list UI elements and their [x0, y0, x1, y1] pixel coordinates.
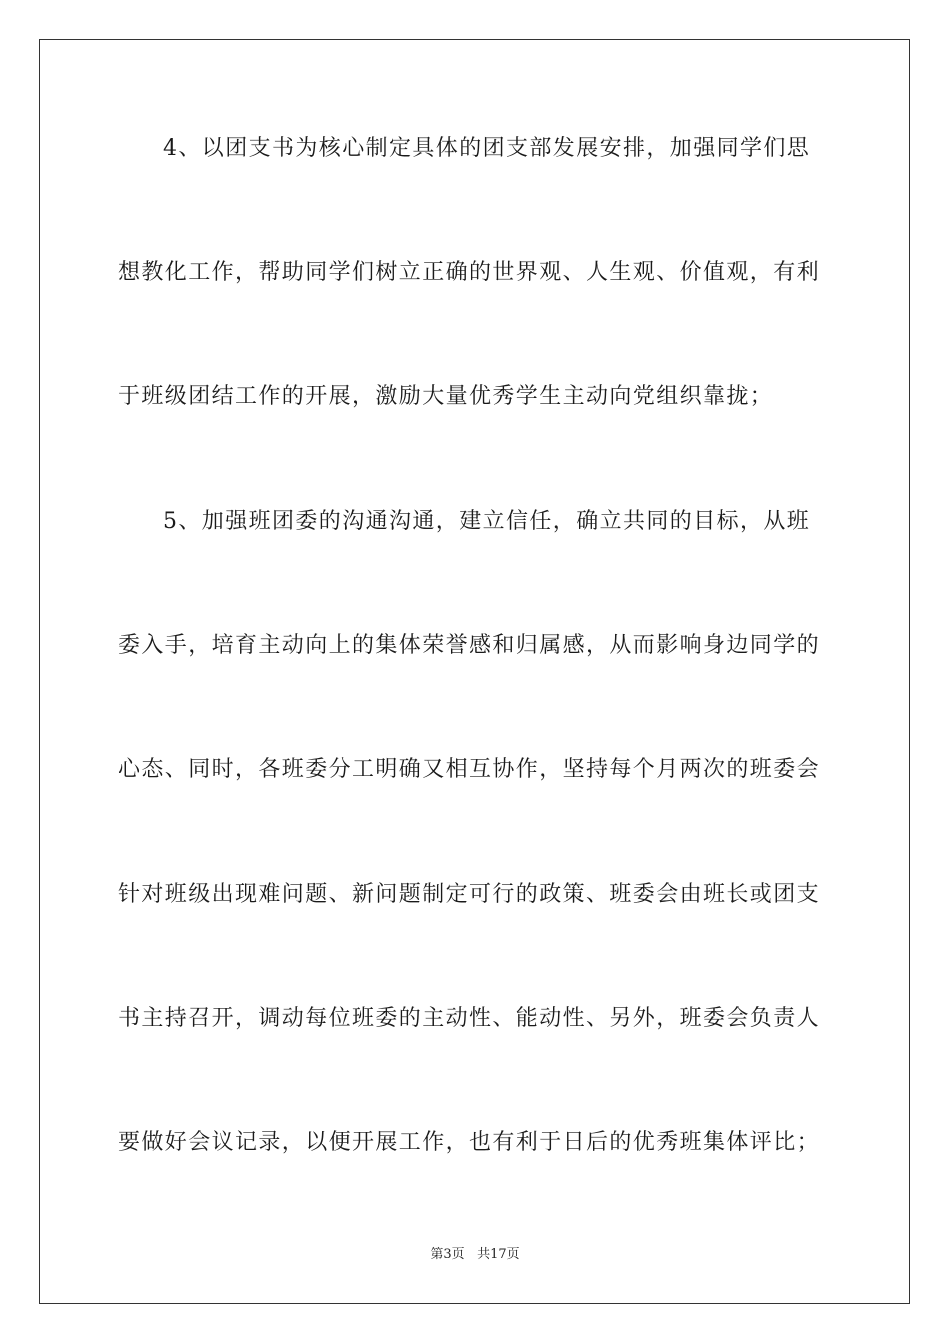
- paragraph-5-line-4: 针对班级出现难问题、新问题制定可行的政策、班委会由班长或团支: [118, 882, 821, 907]
- paragraph-4-line-3: 于班级团结工作的开展，激励大量优秀学生主动向党组织靠拢；: [118, 384, 774, 409]
- paragraph-5-line-2: 委入手，培育主动向上的集体荣誉感和归属感，从而影响身边同学的: [118, 633, 821, 658]
- page-border: [39, 39, 910, 1304]
- paragraph-5-line-1: 5、加强班团委的沟通沟通，建立信任，确立共同的目标，从班: [163, 509, 811, 534]
- page-footer: [0, 1246, 950, 1264]
- paragraph-5-line-3: 心态、同时，各班委分工明确又相互协作，坚持每个月两次的班委会: [118, 757, 821, 782]
- paragraph-5-line-5: 书主持召开，调动每位班委的主动性、能动性、另外，班委会负责人: [118, 1006, 821, 1031]
- paragraph-4-line-2: 想教化工作，帮助同学们树立正确的世界观、人生观、价值观，有利: [118, 260, 821, 285]
- paragraph-4-line-1: 4、以团支书为核心制定具体的团支部发展安排，加强同学们思: [163, 136, 811, 161]
- page-number: 第3页: [430, 1247, 465, 1262]
- page-total: 共17页: [477, 1247, 520, 1262]
- paragraph-5-line-6: 要做好会议记录，以便开展工作，也有利于日后的优秀班集体评比；: [118, 1130, 821, 1155]
